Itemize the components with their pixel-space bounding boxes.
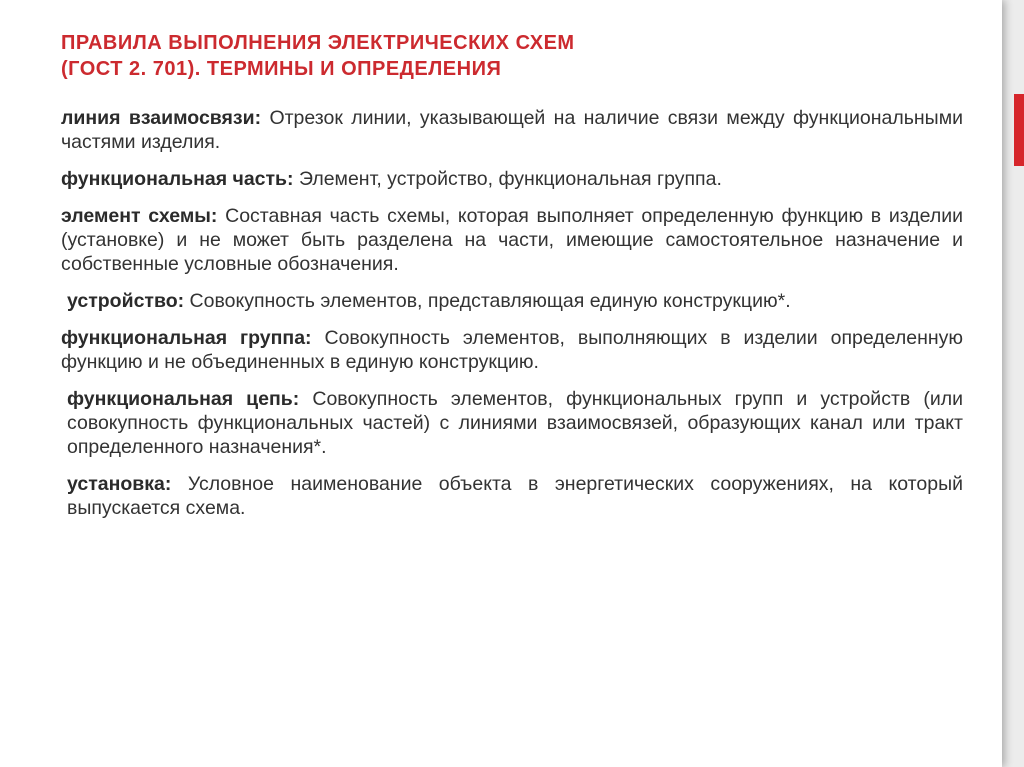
definition-text: Элемент, устройство, функциональная группа.: [293, 168, 722, 190]
definitions-list: [61, 106, 963, 533]
definition-item: [61, 472, 963, 520]
definition-term: функциональная группа:: [61, 327, 312, 349]
definition-item: [61, 204, 963, 276]
definition-item: [61, 326, 963, 374]
definition-text: Отрезок линии, указывающей на наличие связи между функциональными частями изделия.: [61, 107, 963, 153]
definition-term: функциональная часть:: [61, 168, 294, 190]
definition-text: Совокупность элементов, функциональных групп и устройств (или совокупность функциональных частей) с линиями взаимосвязей, образующих канал или тракт определенного назначения*.: [67, 388, 963, 458]
definition-item: [61, 167, 963, 191]
definition-term: линия взаимосвязи:: [61, 107, 262, 129]
definition-term: устройство:: [67, 290, 185, 312]
definition-term: элемент схемы:: [61, 205, 218, 227]
slide-title: [61, 30, 761, 82]
definition-term: функциональная цепь:: [67, 388, 300, 410]
title-line-2: (ГОСТ 2. 701). ТЕРМИНЫ И ОПРЕДЕЛЕНИЯ: [61, 58, 502, 80]
definition-item: [61, 106, 963, 154]
definition-text: Совокупность элементов, выполняющих в изделии определенную функцию и не объединенных в единую конструкцию.: [61, 327, 964, 373]
accent-bar: [1014, 94, 1024, 166]
definition-item: [61, 289, 963, 313]
definition-item: [61, 387, 963, 459]
definition-text: Условное наименование объекта в энергетических сооружениях, на который выпускается схема.: [67, 473, 963, 519]
title-line-1: ПРАВИЛА ВЫПОЛНЕНИЯ ЭЛЕКТРИЧЕСКИХ СХЕМ: [61, 32, 575, 54]
definition-text: Совокупность элементов, представляющая единую конструкцию*.: [184, 290, 791, 312]
definition-term: установка:: [67, 473, 172, 495]
definition-text: Составная часть схемы, которая выполняет определенную функцию в изделии (установке) и не может быть разделена на части, имеющие самостоятельное назначение и собственные условные обозначения.: [61, 205, 964, 275]
